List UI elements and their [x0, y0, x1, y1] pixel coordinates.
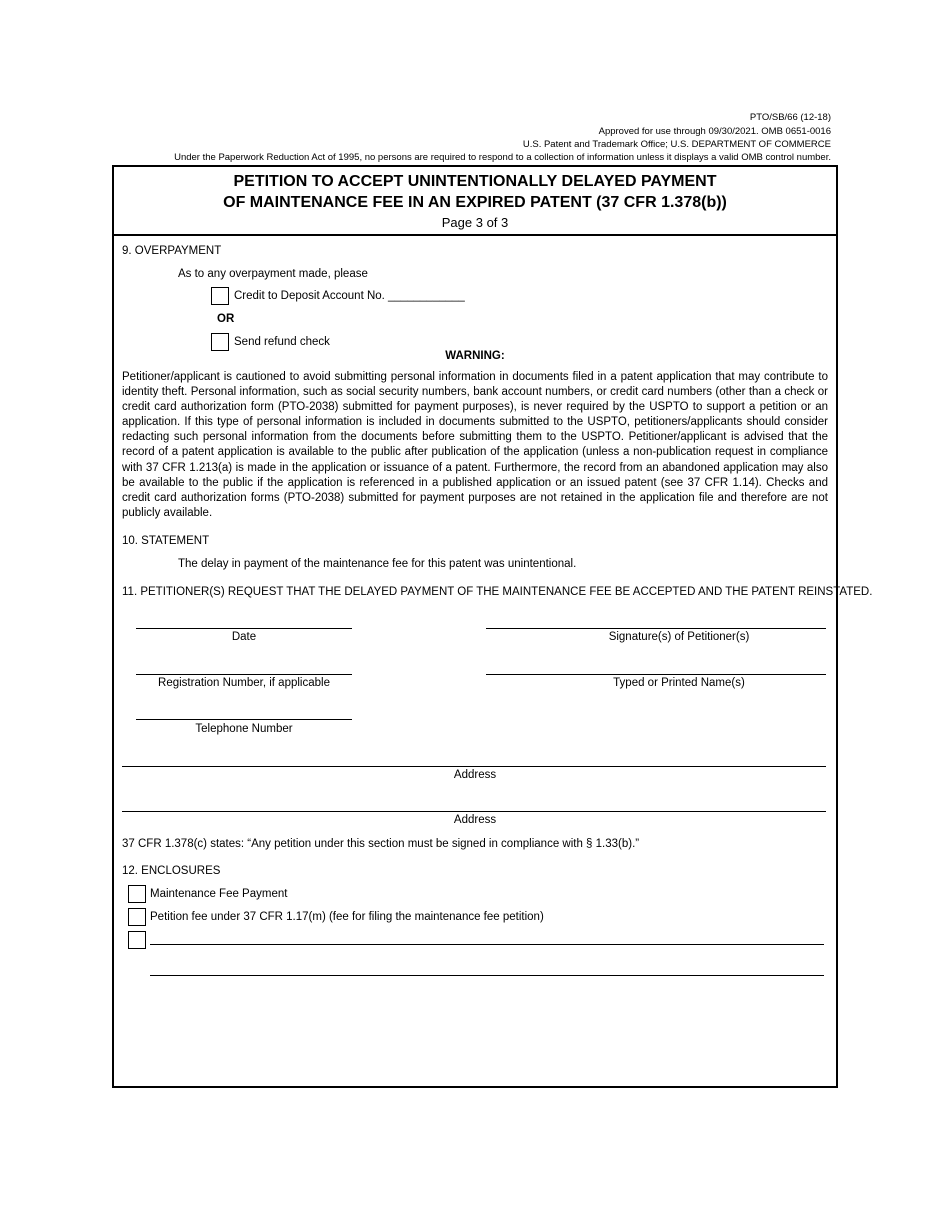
- printed-name-label: Typed or Printed Name(s): [613, 677, 745, 689]
- overpayment-heading: 9. OVERPAYMENT: [122, 245, 222, 257]
- statement-heading: 10. STATEMENT: [122, 535, 210, 547]
- enclosures-heading: 12. ENCLOSURES: [122, 865, 221, 877]
- title-line-2: OF MAINTENANCE FEE IN AN EXPIRED PATENT (37 CFR 1.378(b)): [223, 194, 727, 211]
- form-frame: [112, 165, 873, 1088]
- telephone-label: Telephone Number: [195, 723, 293, 735]
- registration-label: Registration Number, if applicable: [158, 677, 330, 689]
- address-label-2: Address: [453, 814, 497, 826]
- or-label: OR: [217, 313, 235, 325]
- statement-text: The delay in payment of the maintenance fee for this patent was unintentional.: [178, 558, 577, 570]
- address-label-1: Address: [453, 769, 497, 781]
- refund-check-label: Send refund check: [234, 336, 330, 348]
- date-line[interactable]: [136, 628, 352, 629]
- maintenance-fee-label: Maintenance Fee Payment: [150, 888, 288, 900]
- address-line-2[interactable]: [122, 811, 826, 812]
- title-line-1: PETITION TO ACCEPT UNINTENTIONALLY DELAYED PAYMENT: [233, 173, 717, 190]
- petition-fee-label: Petition fee under 37 CFR 1.17(m) (fee for filing the maintenance fee petition): [150, 911, 544, 923]
- warning-text: Petitioner/applicant is cautioned to avoid submitting personal information in documents filed in a patent application that may contribute to identity theft. Personal information, such as social security numbers, bank account numbers, or credit card numbers (other than a check or credit card authorization form (PTO-2038) submitted for payment purposes), is never required by the USPTO to support a petition or an application. If this type of personal information is included in documents submitted to the USPTO, petitioners/applicants should consider redacting such personal information from the documents before submitting them to the USPTO. Petitioner/applicant is advised that the record of a patent application is available to the public after publication of the application (unless a non-publication request in compliance with 37 CFR 1.213(a) is made in the application or issuance of a patent. Furthermore, the record from an abandoned application may also be available to the public if the application is referenced in a published application or an issued patent (see 37 CFR 1.14). Checks and credit card authorization forms (PTO-2038) submitted for payment purposes are not retained in the application file and therefore are not publicly available.: [122, 371, 828, 519]
- maintenance-fee-checkbox[interactable]: [128, 885, 146, 903]
- credit-deposit-label: Credit to Deposit Account No. ____________: [234, 290, 465, 302]
- petition-fee-checkbox[interactable]: [128, 908, 146, 926]
- other-enclosure-checkbox[interactable]: [128, 931, 146, 949]
- omb-approval: Approved for use through 09/30/2021. OMB 0651-0016: [598, 125, 831, 137]
- signature-line[interactable]: [486, 628, 826, 629]
- registration-line[interactable]: [136, 674, 352, 675]
- form-title: [114, 167, 836, 236]
- other-enclosure-line-2[interactable]: [150, 975, 824, 976]
- form-header: [523, 111, 831, 152]
- telephone-line[interactable]: [136, 719, 352, 720]
- other-enclosure-line-1[interactable]: [150, 944, 824, 945]
- request-text: 11. PETITIONER(S) REQUEST THAT THE DELAYED PAYMENT OF THE MAINTENANCE FEE BE ACCEPTED AND THE PATENT REINSTATED.: [122, 586, 873, 598]
- warning-heading: WARNING:: [445, 350, 505, 362]
- address-line-1[interactable]: [122, 766, 826, 767]
- cfr-note: 37 CFR 1.378(c) states: “Any petition under this section must be signed in compliance with § 1.33(b).”: [122, 838, 640, 850]
- form-id: PTO/SB/66 (12-18): [749, 112, 831, 123]
- credit-deposit-checkbox[interactable]: [211, 287, 229, 305]
- overpayment-intro: As to any overpayment made, please: [178, 268, 368, 280]
- date-label: Date: [231, 631, 257, 643]
- paperwork-notice: Under the Paperwork Reduction Act of 1995, no persons are required to respond to a collection of information unless it displays a valid OMB control number.: [174, 152, 831, 163]
- page-number: Page 3 of 3: [441, 215, 509, 230]
- signature-label: Signature(s) of Petitioner(s): [608, 631, 750, 643]
- printed-name-line[interactable]: [486, 674, 826, 675]
- agency-name: U.S. Patent and Trademark Office; U.S. DEPARTMENT OF COMMERCE: [522, 139, 831, 150]
